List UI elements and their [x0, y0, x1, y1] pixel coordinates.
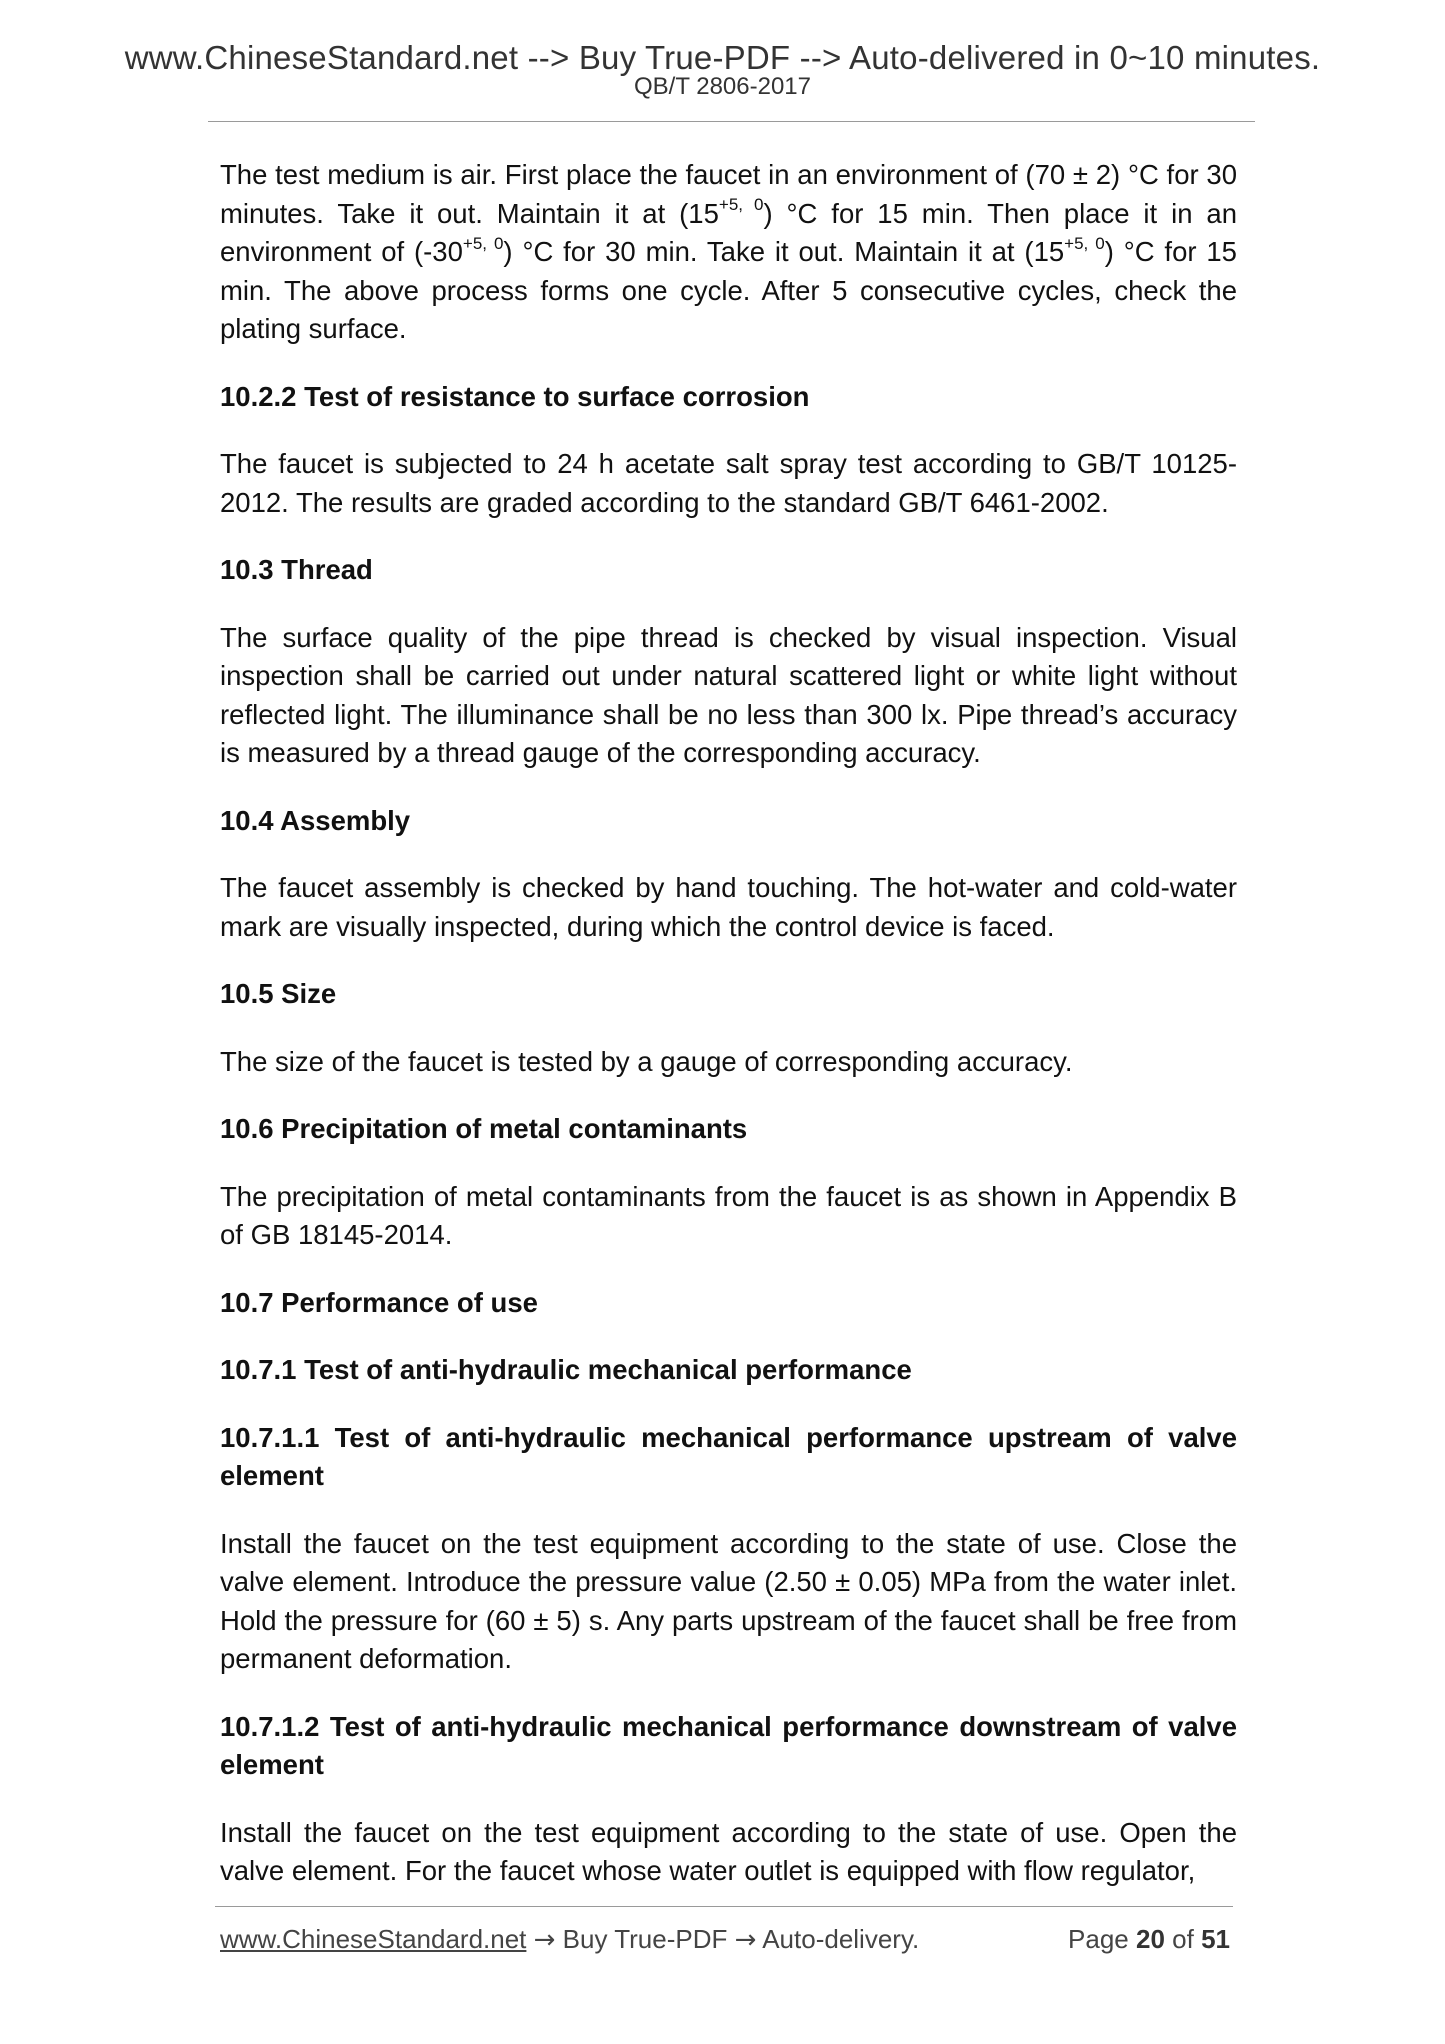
paragraph-10-7-1-2: Install the faucet on the test equipment according to the state of use. Open the valve element. For the faucet whose water outlet is equipped with flow regulator, [220, 1816, 1237, 1886]
arrow-right-icon: → [533, 1925, 556, 1955]
page-content [220, 156, 1237, 1920]
current-page-number: 20 [1136, 1924, 1165, 1954]
heading-10-5: 10.5 Size [220, 978, 337, 1009]
paragraph-10-6: The precipitation of metal contaminants from the faucet is as shown in Appendix B of GB 18145-2014. [220, 1180, 1237, 1250]
paragraph-10-2-2: The faucet is subjected to 24 h acetate salt spray test according to GB/T 10125-2012. The results are graded according to the standard GB/T 6461-2002. [220, 448, 1237, 518]
page-footer [220, 1924, 1230, 1964]
footer-divider [215, 1906, 1233, 1907]
page-indicator [1068, 1924, 1230, 1955]
document-number: QB/T 2806-2017 [633, 73, 811, 100]
tolerance-superscript: +5, 0 [718, 195, 764, 215]
paragraph-10-7-1-1: Install the faucet on the test equipment according to the state of use. Close the valve element. Introduce the pressure value (2.50 ± 0.05) MPa from the water inlet. Hold the pressure for (60 ± 5) s. Any parts upstream of the faucet shall be free from permanent deformation. [220, 1527, 1237, 1674]
arrow-right-icon: → [734, 1925, 757, 1955]
heading-10-4: 10.4 Assembly [220, 804, 411, 836]
header-divider [208, 121, 1255, 122]
heading-10-6: 10.6 Precipitation of metal contaminants [220, 1113, 748, 1144]
footer-buy-text: Buy True-PDF [562, 1924, 728, 1954]
tolerance-superscript: +5, 0 [1064, 233, 1105, 253]
heading-10-2-2: 10.2.2 Test of resistance to surface corrosion [220, 380, 810, 412]
total-page-number: 51 [1201, 1924, 1230, 1954]
of-label: of [1172, 1924, 1194, 1954]
paragraph-10-4: The faucet assembly is checked by hand touching. The hot-water and cold-water mark are visually inspected, during which the control device is faced. [220, 872, 1237, 942]
heading-10-7-1-2: 10.7.1.2 Test of anti-hydraulic mechanical performance downstream of valve element [220, 1710, 1237, 1780]
heading-10-7: 10.7 Performance of use [220, 1286, 538, 1318]
footer-site-link[interactable]: www.ChineseStandard.net [220, 1924, 527, 1954]
heading-10-7-1-1: 10.7.1.1 Test of anti-hydraulic mechanical performance upstream of valve element [220, 1421, 1237, 1491]
paragraph-test-medium: The test medium is air. First place the faucet in an environment of (70 ± 2) °C for 30 minutes. Take it out. Maintain it at $(15^{+5, 0})$ °C for 15 min. Then place it in an environment of $(-30^{+5, 0})$ °C for 30 min. Take it out. Maintain it at $(15^{+5, 0})$ °C for 15 min. The above process forms one cycle. After 5 consecutive cycles, check the plating surface. [220, 159, 1237, 344]
page-label: Page [1068, 1924, 1129, 1954]
top-banner: www.ChineseStandard.net --> Buy True-PDF --> Auto-delivered in 0~10 minutes. [124, 39, 1321, 76]
footer-delivery-text: Auto-delivery. [762, 1924, 920, 1954]
paragraph-10-3: The surface quality of the pipe thread is checked by visual inspection. Visual inspection shall be carried out under natural scattered light or white light without reflected light. The illuminance shall be no less than 300 lx. Pipe thread’s accuracy is measured by a thread gauge of the corresponding accuracy. [220, 621, 1237, 768]
tolerance-superscript: +5, 0 [462, 233, 504, 253]
heading-10-3: 10.3 Thread [220, 554, 373, 585]
paragraph-10-5: The size of the faucet is tested by a gauge of corresponding accuracy. [220, 1045, 1073, 1077]
heading-10-7-1: 10.7.1 Test of anti-hydraulic mechanical performance [220, 1354, 912, 1385]
